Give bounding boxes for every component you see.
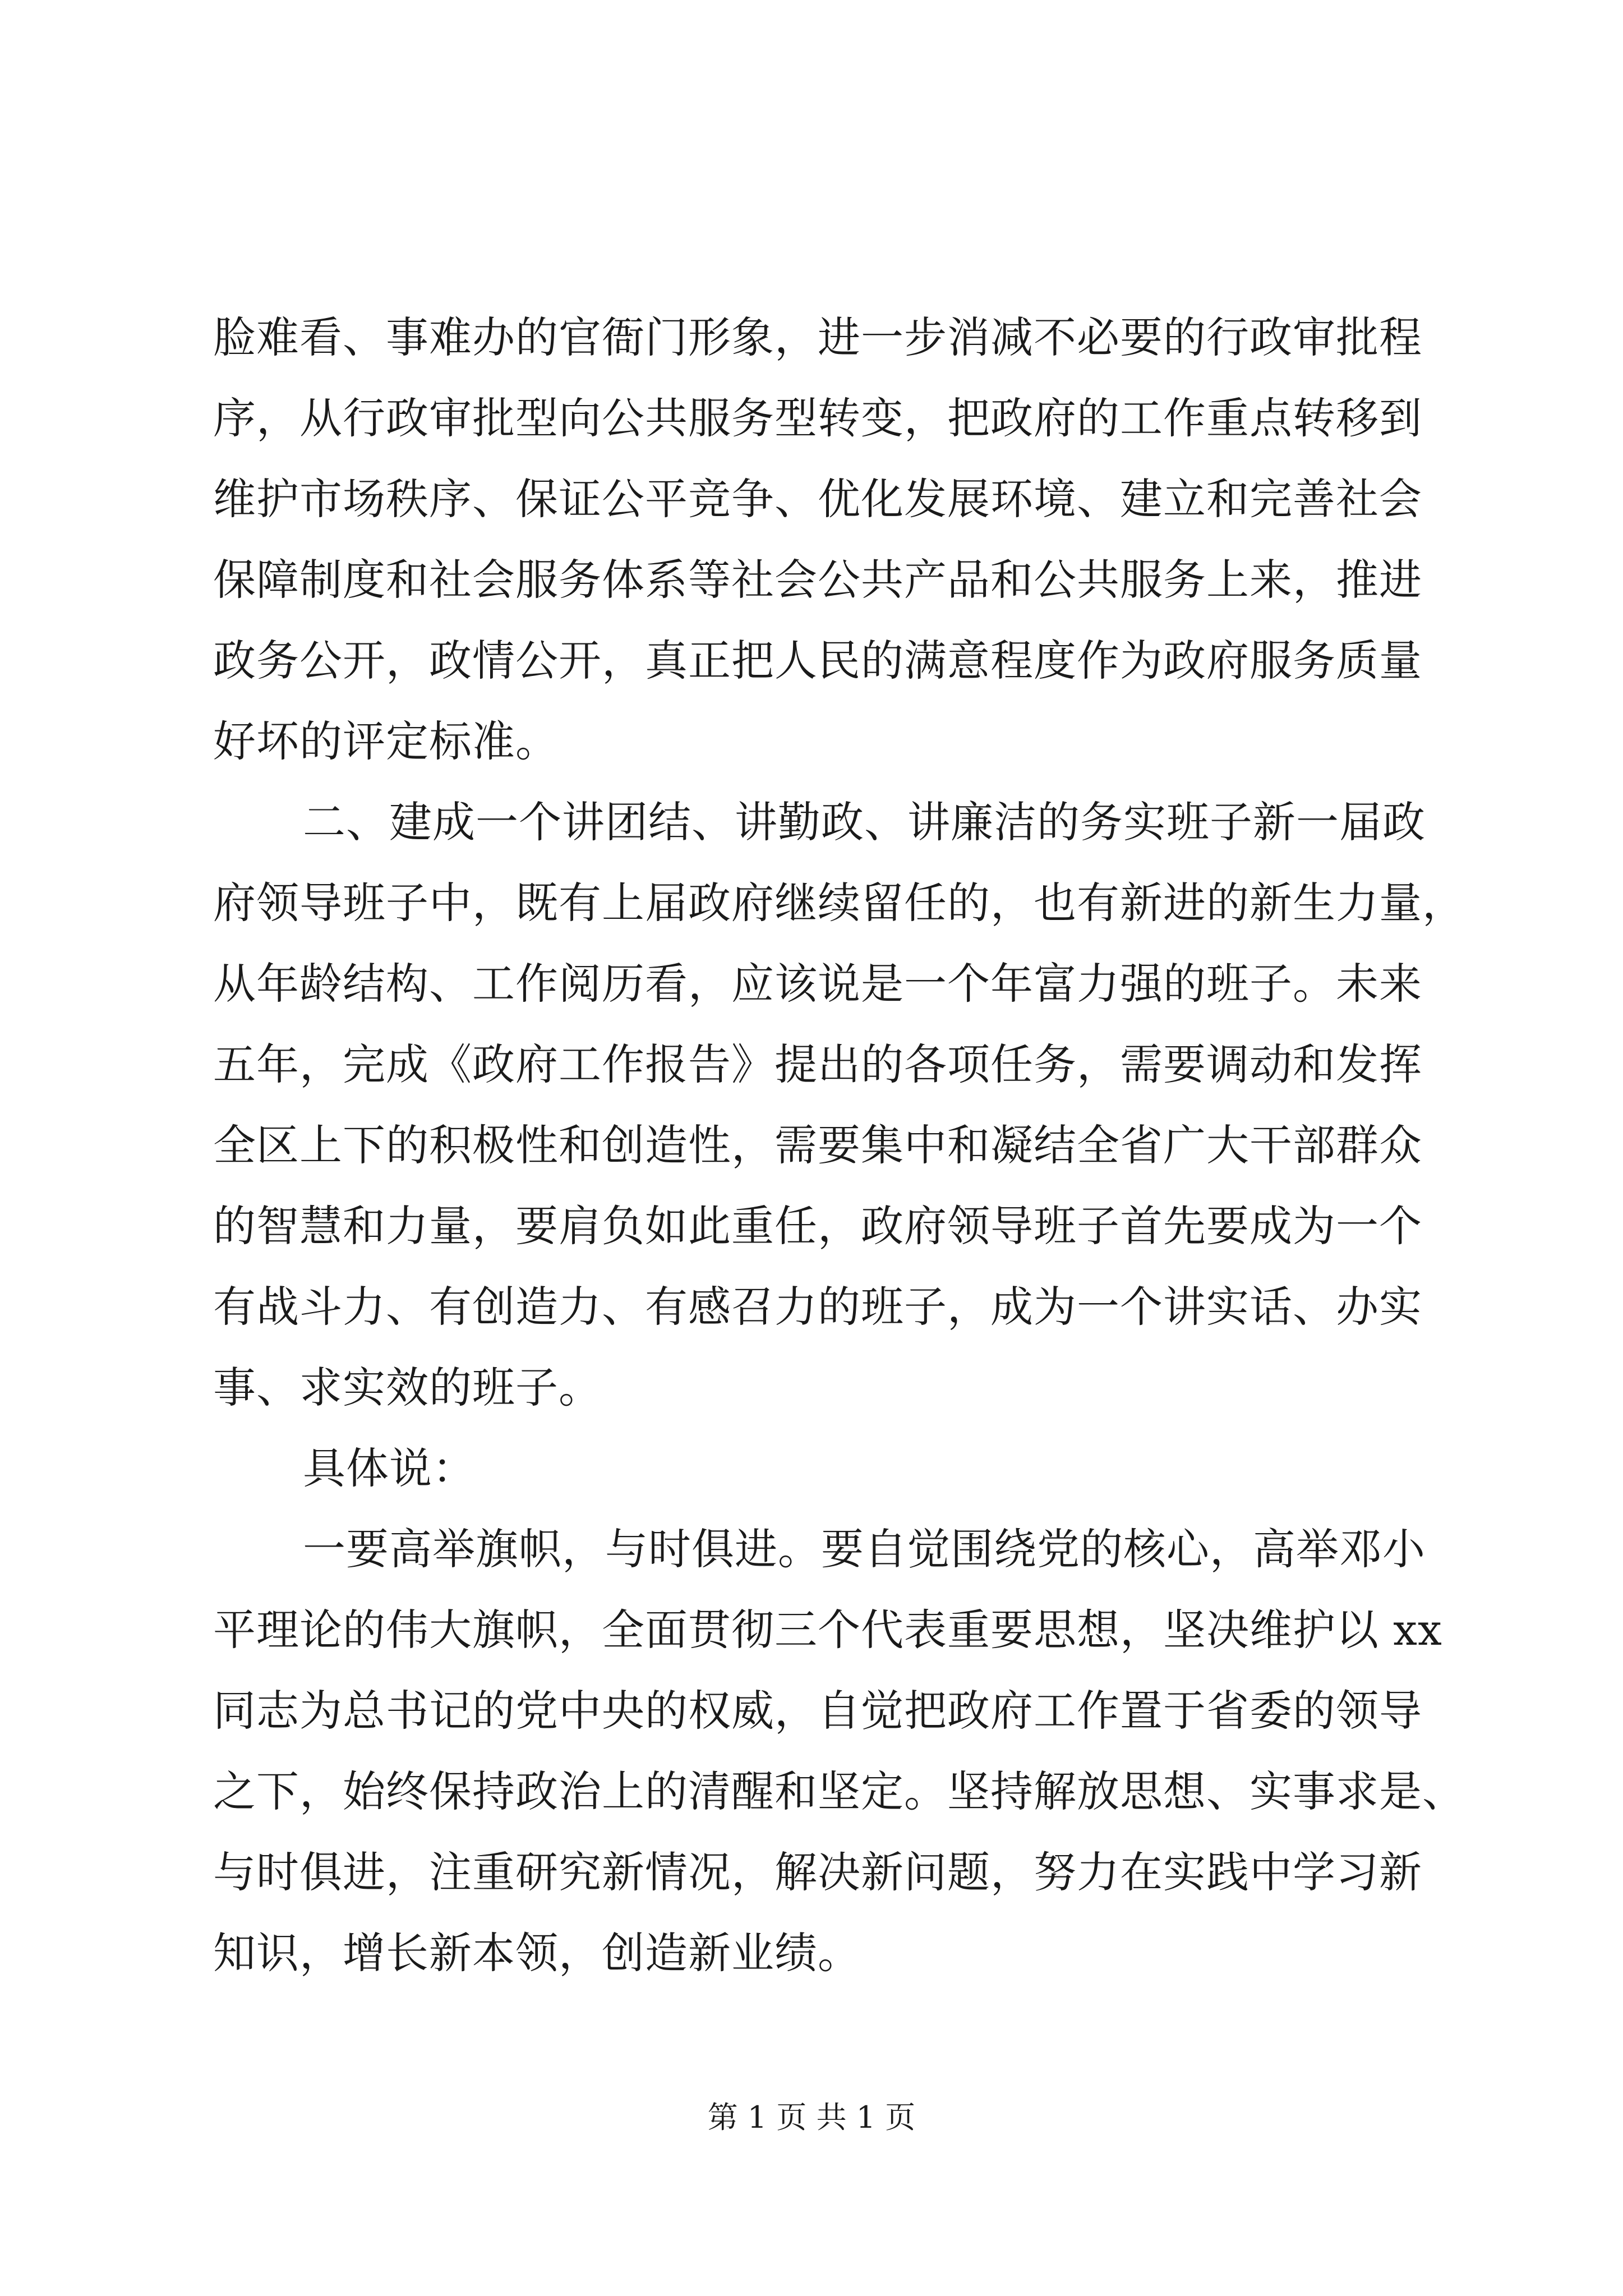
text-line: 好坏的评定标准。 <box>213 716 559 766</box>
text-line: 从年龄结构、工作阅历看，应该说是一个年富力强的班子。未来 <box>213 959 1422 1009</box>
text-line: 有战斗力、有创造力、有感召力的班子，成为一个讲实话、办实 <box>213 1282 1422 1332</box>
paragraph-3 <box>213 1428 1413 1509</box>
text-line: 同志为总书记的党中央的权威，自觉把政府工作置于省委的领导 <box>213 1686 1422 1736</box>
text-line: 五年，完成《政府工作报告》提出的各项任务，需要调动和发挥 <box>213 1039 1422 1089</box>
text-line: 与时俱进，注重研究新情况，解决新问题，努力在实践中学习新 <box>213 1847 1422 1897</box>
text-line: 府领导班子中，既有上届政府继续留任的，也有新进的新生力量， <box>213 878 1465 928</box>
document-body <box>213 297 1465 1994</box>
text-line: 平理论的伟大旗帜，全面贯彻三个代表重要思想，坚决维护以 xx <box>213 1605 1442 1655</box>
text-line: 维护市场秩序、保证公平竞争、优化发展环境、建立和完善社会 <box>213 474 1422 524</box>
text-line: 脸难看、事难办的官衙门形象，进一步消减不必要的行政审批程 <box>213 312 1422 362</box>
text-line: 的智慧和力量，要肩负如此重任，政府领导班子首先要成为一个 <box>213 1201 1422 1251</box>
text-line: 序，从行政审批型向公共服务型转变，把政府的工作重点转移到 <box>213 393 1422 443</box>
paragraph-2 <box>213 782 1465 1428</box>
text-line: 全区上下的积极性和创造性，需要集中和凝结全省广大干部群众 <box>213 1120 1422 1170</box>
text-line: 保障制度和社会服务体系等社会公共产品和公共服务上来，推进 <box>213 555 1422 605</box>
text-line: 政务公开，政情公开，真正把人民的满意程度作为政府服务质量 <box>213 636 1422 685</box>
text-line: 一要高举旗帜，与时俱进。要自觉围绕党的核心，高举邓小 <box>303 1524 1426 1574</box>
text-line: 知识，增长新本领，创造新业绩。 <box>213 1928 861 1978</box>
paragraph-1 <box>213 297 1422 782</box>
paragraph-4 <box>213 1509 1465 1994</box>
text-line: 之下，始终保持政治上的清醒和坚定。坚持解放思想、实事求是、 <box>213 1766 1465 1816</box>
page-footer: 第 1 页 共 1 页 <box>707 2100 916 2135</box>
text-line: 具体说： <box>303 1443 476 1493</box>
text-line: 事、求实效的班子。 <box>213 1363 602 1412</box>
text-line: 二、建成一个讲团结、讲勤政、讲廉洁的务实班子新一届政 <box>303 797 1426 847</box>
